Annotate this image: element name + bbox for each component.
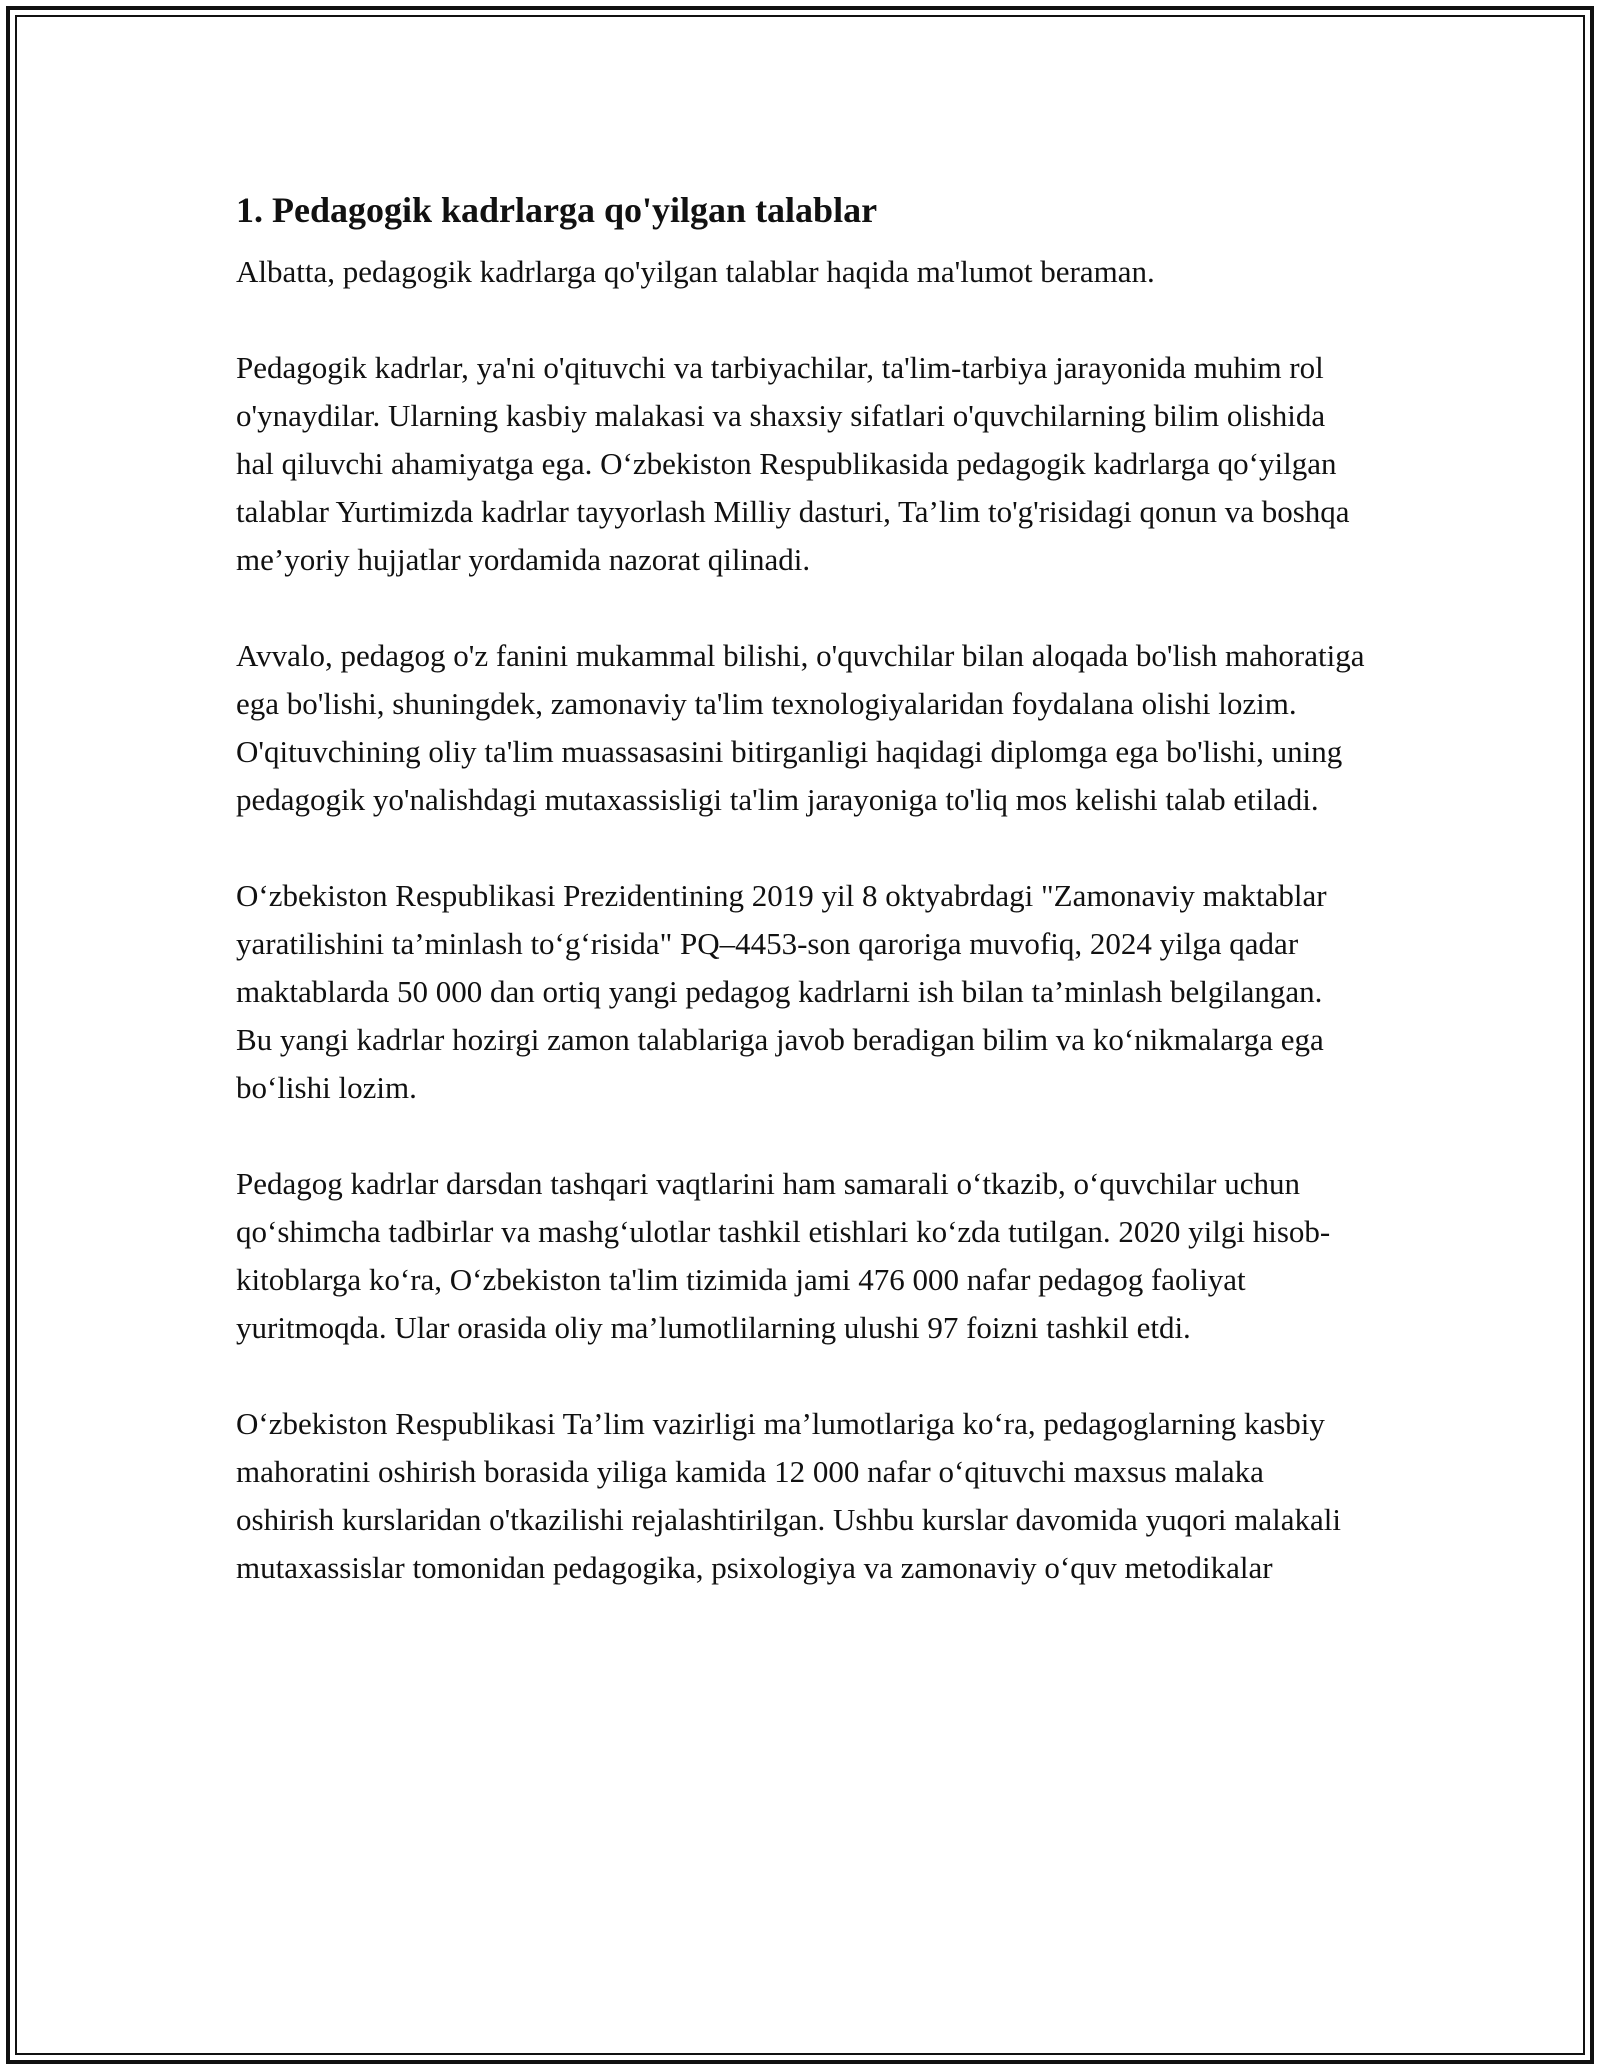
paragraph-pedagogical-staff: Pedagogik kadrlar, ya'ni o'qituvchi va tarbiyachilar, ta'lim-tarbiya jarayonida muhim rol o'ynaydilar. Ularning kasbiy malakasi va shaxsiy sifatlari o'quvchilarning bilim olishida hal qiluvchi ahamiyatga ega. O‘zbekiston Respublikasida pedagogik kadrlarga qo‘yilgan talablar Yurtimizda kadrlar tayyorlash Milliy dasturi, Ta’lim to'g'risidagi qonun va boshqa me’yoriy hujjatlar yordamida nazorat qilinadi. bbox=[236, 350, 1350, 577]
paragraph-requirements: Avvalo, pedagog o'z fanini mukammal bilishi, o'quvchilar bilan aloqada bo'lish mahoratiga ega bo'lishi, shuningdek, zamonaviy ta'lim texnologiyalaridan foydalana olishi lozim. O'qituvchining oliy ta'lim muassasasini bitirganligi haqidagi diplomga ega bo'lishi, uning pedagogik yo'nalishdagi mutaxassisligi ta'lim jarayoniga to'liq mos kelishi talab etiladi. bbox=[236, 638, 1365, 817]
paragraph-extracurricular: Pedagog kadrlar darsdan tashqari vaqtlarini ham samarali o‘tkazib, o‘quvchilar uchun qo‘shimcha tadbirlar va mashg‘ulotlar tashkil etishlari ko‘zda tutilgan. 2020 yilgi hisob-kitoblarga ko‘ra, O‘zbekiston ta'lim tizimida jami 476 000 nafar pedagog faoliyat yuritmoqda. Ular orasida oliy ma’lumotlilarning ulushi 97 foizni tashkil etdi. bbox=[236, 1166, 1331, 1345]
document-body bbox=[236, 186, 1366, 1640]
paragraph-training-courses: O‘zbekiston Respublikasi Ta’lim vazirligi ma’lumotlariga ko‘ra, pedagoglarning kasbiy mahoratini oshirish borasida yiliga kamida 12 000 nafar o‘qituvchi maxsus malaka oshirish kurslaridan o'tkazilishi rejalashtirilgan. Ushbu kurslar davomida yuqori malakali mutaxassislar tomonidan pedagogika, psixologiya va zamonaviy o‘quv metodikalar bbox=[236, 1406, 1341, 1585]
page-title: 1. Pedagogik kadrlarga qo'yilgan talablar bbox=[236, 190, 878, 230]
paragraph-presidential-decree: O‘zbekiston Respublikasi Prezidentining 2019 yil 8 oktyabrdagi "Zamonaviy maktablar yaratilishini ta’minlash to‘g‘risida" PQ–4453-son qaroriga muvofiq, 2024 yilga qadar maktablarda 50 000 dan ortiq yangi pedagog kadrlarni ish bilan ta’minlash belgilangan. Bu yangi kadrlar hozirgi zamon talablariga javob beradigan bilim va ko‘nikmalarga ega bo‘lishi lozim. bbox=[236, 878, 1327, 1105]
paragraph-intro: Albatta, pedagogik kadrlarga qo'yilgan talablar haqida ma'lumot beraman. bbox=[236, 254, 1155, 289]
